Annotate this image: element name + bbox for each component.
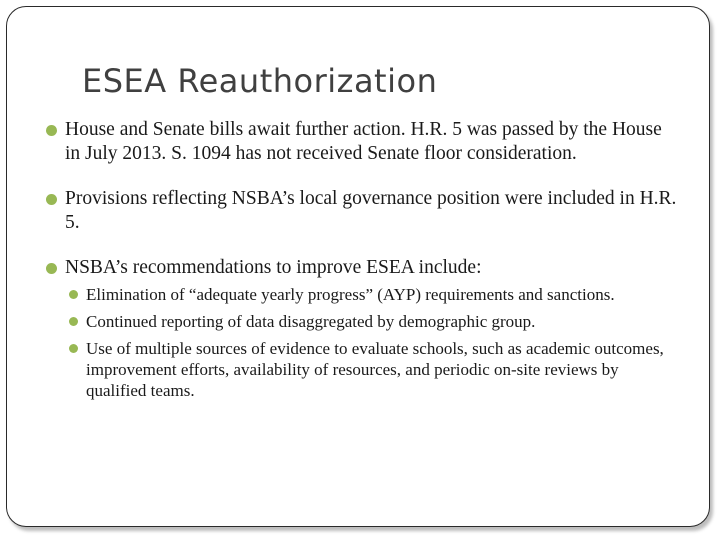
bullet-item xyxy=(46,256,681,280)
sub-bullet-list xyxy=(69,284,681,401)
sub-bullet-text: Continued reporting of data disaggregated by demographic group. xyxy=(86,312,536,331)
bullet-dot-icon xyxy=(46,194,57,205)
slide-title: ESEA Reauthorization xyxy=(82,62,438,100)
slide-body xyxy=(46,118,681,407)
sub-bullet-dot-icon xyxy=(69,290,78,299)
bullet-item xyxy=(46,118,681,166)
sub-bullet-text: Elimination of “adequate yearly progress” (AYP) requirements and sanctions. xyxy=(86,285,615,304)
sub-bullet-dot-icon xyxy=(69,317,78,326)
sub-bullet-item xyxy=(69,338,681,401)
bullet-dot-icon xyxy=(46,125,57,136)
sub-bullet-text: Use of multiple sources of evidence to evaluate schools, such as academic outcomes, improvement efforts, availability of resources, and periodic on-site reviews by qualified teams. xyxy=(86,339,664,400)
bullet-text: Provisions reflecting NSBA’s local governance position were included in H.R. 5. xyxy=(65,188,677,233)
bullet-dot-icon xyxy=(46,263,57,274)
bullet-item xyxy=(46,187,681,235)
sub-bullet-dot-icon xyxy=(69,344,78,353)
sub-bullet-item xyxy=(69,311,681,332)
bullet-text: NSBA’s recommendations to improve ESEA include: xyxy=(65,257,482,278)
sub-bullet-item xyxy=(69,284,681,305)
bullet-text: House and Senate bills await further action. H.R. 5 was passed by the House in July 2013. S. 1094 has not received Senate floor consideration. xyxy=(65,119,662,164)
